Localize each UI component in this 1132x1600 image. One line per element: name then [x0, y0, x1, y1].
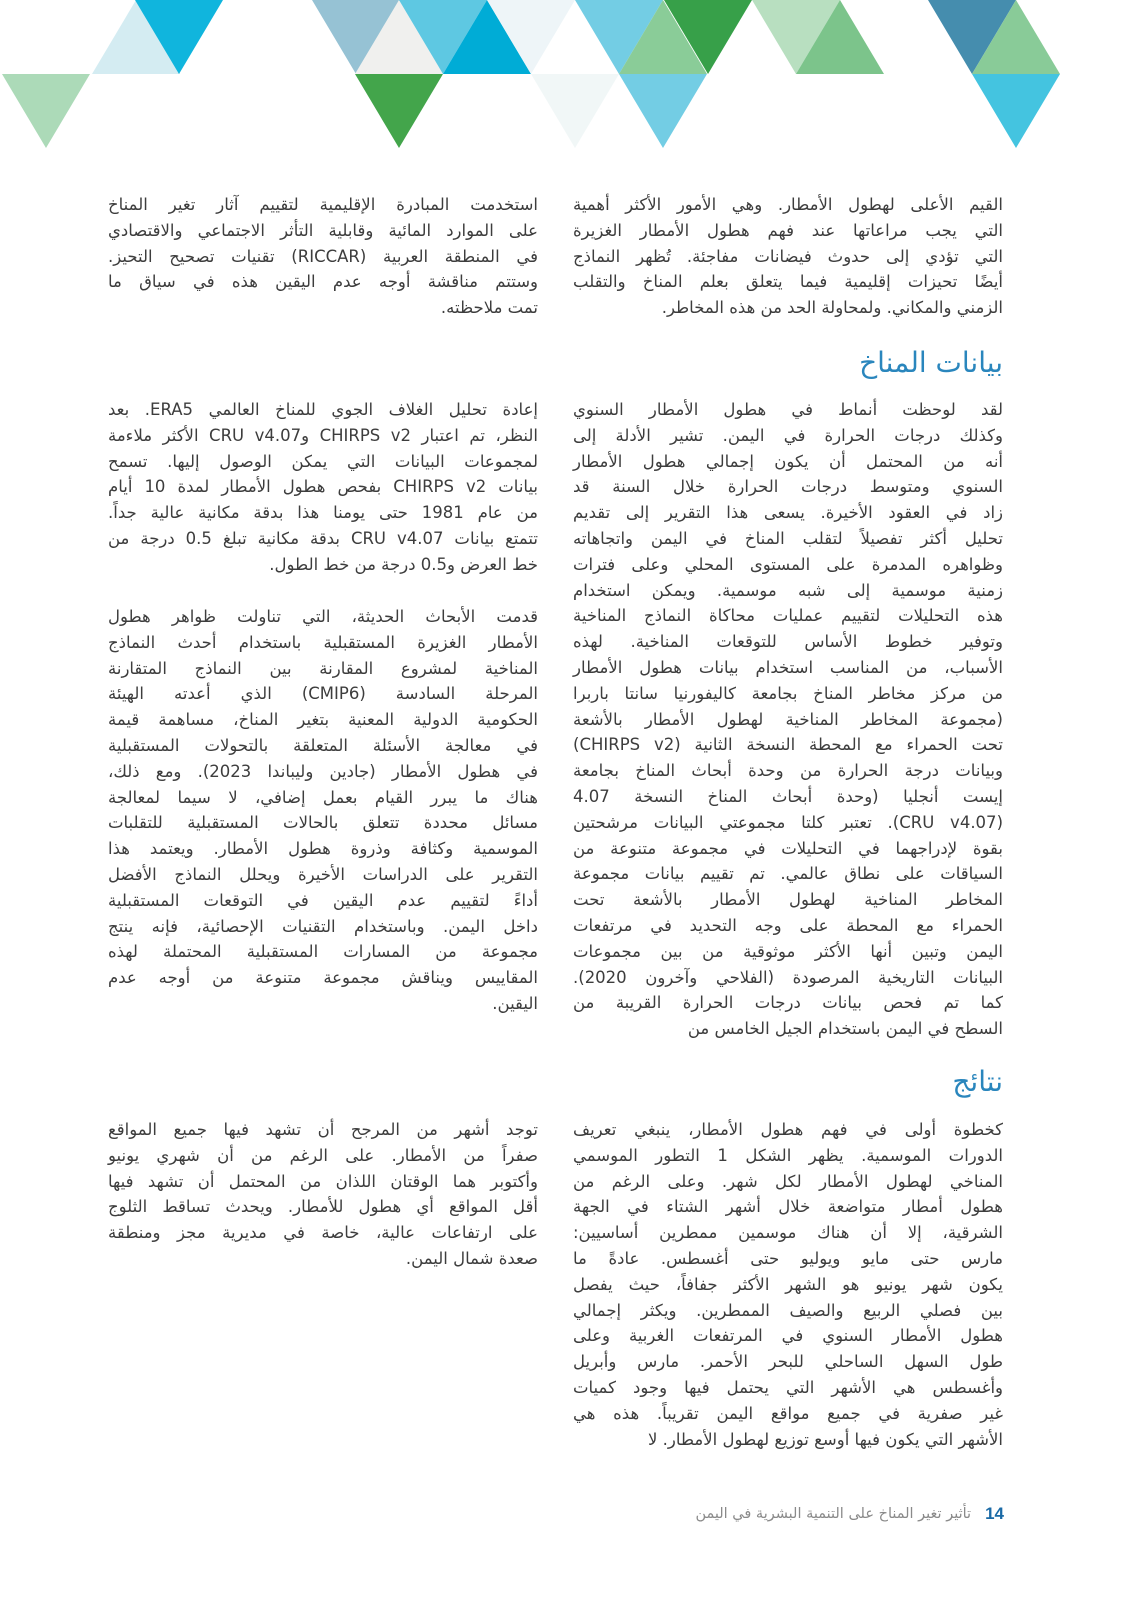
text-line: التقرير على الدراسات الأخيرة ويحلل النماذج الأفضل	[108, 864, 538, 884]
text-line: بقوة لإدراجهما في التحليلات في مجموعة متنوعة من	[573, 838, 1003, 858]
text-line: (مجموعة المخاطر المناخية لهطول الأمطار بالأشعة	[573, 709, 1003, 729]
text-line: التي تؤدي إلى حدوث فيضانات مفاجئة. تُظهر النماذج	[573, 246, 1003, 266]
text-line: يكون شهر يونيو هو الشهر الأكثر جفافاً، حيث يفصل	[573, 1274, 1003, 1294]
text-line: هطول الأمطار السنوي في المرتفعات الغربية وعلى	[573, 1326, 1003, 1346]
text-line: وكذلك درجات الحرارة في اليمن. تشير الأدلة إلى	[573, 425, 1003, 445]
text-line: السياقات على نطاق عالمي. تم تقييم بيانات مجموعة	[573, 864, 1003, 884]
zero-rain-paragraph	[108, 1117, 538, 1272]
cmip6-paragraph	[108, 604, 538, 1017]
text-line: المخاطر المناخية لهطول الأمطار بالأشعة تحت	[573, 890, 1003, 910]
text-line: إيست أنجليا (وحدة أبحاث المناخ النسخة 4.07	[573, 786, 1003, 806]
text-line: أقل المواقع أي هطول للأمطار. ويحدث تساقط الثلوج	[108, 1197, 538, 1217]
riccar-paragraph	[108, 192, 538, 321]
text-line: وأكتوبر هما الوقتان اللذان من المحتمل أن تشهد فيها	[108, 1171, 538, 1191]
text-line: اليمن وتبين أنها الأكثر موثوقية من بين مجموعات	[573, 941, 1003, 961]
page-number: 14	[985, 1504, 1004, 1523]
text-line: زمنية موسمية إلى شبه موسمية. ويمكن استخدام	[573, 580, 1003, 600]
text-line: لقد لوحظت أنماط في هطول الأمطار السنوي	[573, 400, 1003, 419]
text-line: البيانات التاريخية المرصودة (الفلاحي وآخرون 2020).	[573, 967, 1003, 987]
text-line: كخطوة أولى في فهم هطول الأمطار، ينبغي تعريف	[573, 1120, 1003, 1139]
text-line: لمجموعات البيانات التي يمكن الوصول إليها. تسمح	[108, 451, 538, 471]
text-line: تحليل أكثر تفصيلاً لتقلب المناخ في اليمن واتجاهاته	[573, 528, 1003, 548]
text-line: في المنطقة العربية (RICCAR) تقنيات تصحيح التحيز.	[108, 246, 538, 266]
text-line: مجموعة من المسارات المستقبلية المحتملة لهذه	[108, 942, 538, 962]
footer-title: تأثير تغير المناخ على التنمية البشرية في اليمن	[695, 1506, 972, 1522]
text-line: وستتم مناقشة أوجه عدم اليقين هذه في سياق ما	[108, 272, 538, 292]
text-line: الأشهر التي يكون فيها أوسع توزيع لهطول الأمطار. لا	[648, 1429, 1003, 1449]
text-line: القيم الأعلى لهطول الأمطار. وهي الأمور الأكثر أهمية	[573, 195, 1003, 214]
text-line: المناخي لهطول الأمطار لكل شهر. وعلى الرغم من	[573, 1171, 1003, 1191]
text-line: توجد أشهر من المرجح أن تشهد فيها جميع المواقع	[108, 1120, 538, 1139]
climate-data-paragraph	[573, 397, 1003, 1042]
text-line: الأسباب، من المناسب استخدام بيانات هطول الأمطار	[573, 657, 1003, 677]
section-heading-climate-data: بيانات المناخ	[859, 346, 1003, 379]
text-line: أيضًا تحيزات إقليمية فيما يتعلق بعلم المناخ والتقلب	[573, 272, 1003, 292]
page-footer	[695, 1504, 1004, 1524]
text-line: اليقين.	[492, 993, 538, 1013]
text-line: زاد في العقود الأخيرة. يسعى هذا التقرير إلى تقديم	[573, 503, 1003, 523]
text-line: المناخية لمشروع المقارنة بين النماذج المتقارنة	[108, 658, 538, 678]
text-line: الحكومية الدولية المعنية بتغير المناخ، مساهمة قيمة	[108, 710, 538, 730]
text-line: الموسمية وكثافة وذروة هطول الأمطار. ويعتمد هذا	[108, 839, 538, 859]
text-line: مسائل محددة تتعلق بالحالات المستقبلية للتقلبات	[108, 813, 538, 833]
text-line: طول السهل الساحلي للبحر الأحمر. مارس وأبريل	[573, 1352, 1003, 1372]
text-line: السنوي ومتوسط درجات الحرارة خلال السنة قد	[573, 477, 1003, 497]
text-line: هذه التحليلات لتقييم عمليات محاكاة النماذج المناخية	[573, 606, 1003, 626]
text-line: غير صفرية في جميع مواقع اليمن تقريباً. هذه هي	[573, 1403, 1003, 1423]
triangle-shape-icon	[2, 74, 90, 148]
text-line: هطول أمطار متواضعة خلال أشهر الشتاء في الجهة	[573, 1197, 1003, 1217]
text-line: وأغسطس هي الأشهر التي يحتمل فيها وجود كميات	[573, 1377, 1003, 1397]
text-line: في هطول الأمطار (جادين وليباندا 2023). ومع ذلك،	[108, 761, 538, 781]
text-line: بين فصلي الربيع والصيف الممطرين. ويكثر إجمالي	[573, 1300, 1003, 1320]
text-line: تتمتع بيانات CRU v4.07 بدقة مكانية تبلغ 0.5 درجة من	[108, 528, 538, 548]
text-line: الدورات الموسمية. يظهر الشكل 1 التطور الموسمي	[573, 1145, 1003, 1165]
text-line: من مركز مخاطر المناخ بجامعة كاليفورنيا سانتا باربرا	[573, 683, 1003, 703]
text-line: كما تم فحص بيانات درجات الحرارة القريبة من	[573, 993, 1003, 1013]
text-line: الزمني والمكاني. ولمحاولة الحد من هذه المخاطر.	[661, 298, 1003, 318]
text-line: وبيانات درجة الحرارة من وحدة أبحاث المناخ بجامعة	[573, 761, 1003, 781]
text-line: وظواهره المدمرة على المستوى المحلي وعلى فترات	[573, 554, 1003, 574]
text-line: التي يجب مراعاتها عند فهم هطول الأمطار الغزيرة	[573, 220, 1003, 240]
text-line: المقاييس ويناقش مجموعة متنوعة من أوجه عدم	[108, 968, 538, 988]
text-line: مارس حتى مايو ويوليو حتى أغسطس. عادةً ما	[573, 1248, 1003, 1268]
text-line: خط العرض و0.5 درجة من خط الطول.	[269, 554, 538, 574]
text-line: أداءً لتقييم عدم اليقين في التوقعات المستقبلية	[108, 890, 538, 910]
text-line: من عام 1981 حتى يومنا هذا بدقة مكانية عالية جداً.	[108, 503, 538, 523]
text-line: بيانات CHIRPS v2 بفحص هطول الأمطار لمدة 10 أيام	[108, 477, 539, 497]
right-column	[573, 0, 1003, 1500]
text-line: السطح في اليمن باستخدام الجيل الخامس من	[687, 1019, 1003, 1039]
text-line: في معالجة الأسئلة المتعلقة بالتحولات المستقبلية	[108, 735, 538, 755]
text-line: الشرقية، إلا أن هناك موسمين ممطرين أساسيين:	[573, 1223, 1003, 1243]
text-line: تحت الحمراء مع المحطة النسخة الثانية (CHIRPS v2)	[573, 735, 1003, 755]
intro-paragraph	[573, 192, 1003, 321]
text-line: المرحلة السادسة (CMIP6) الذي أعدته الهيئة	[108, 684, 538, 704]
era5-paragraph	[108, 397, 538, 578]
text-line: استخدمت المبادرة الإقليمية لتقييم آثار تغير المناخ	[108, 195, 538, 214]
left-column	[108, 0, 538, 1500]
text-line: النظر، تم اعتبار CHIRPS v2 وCRU v4.07 الأكثر ملاءمة	[108, 425, 538, 445]
section-heading-results: نتائج	[952, 1065, 1003, 1098]
text-line: أنه من المحتمل أن يكون إجمالي هطول الأمطار	[573, 451, 1003, 471]
text-line: الأمطار الغزيرة المستقبلية باستخدام أحدث النماذج	[108, 632, 538, 652]
text-line: على ارتفاعات عالية، خاصة في مديرية مجز ومنطقة	[108, 1223, 538, 1243]
text-line: هناك ما يبرر القيام بعمل إضافي، لا سيما لمعالجة	[108, 787, 538, 807]
text-line: وتوفير خطوط الأساس للتوقعات المناخية. لهذه	[573, 632, 1003, 652]
text-line: داخل اليمن. وباستخدام التقنيات الإحصائية، فإنه ينتج	[108, 916, 538, 936]
text-line: تمت ملاحظته.	[440, 298, 538, 318]
results-paragraph	[573, 1117, 1003, 1452]
text-line: قدمت الأبحاث الحديثة، التي تناولت ظواهر هطول	[108, 607, 538, 626]
text-line: صعدة شمال اليمن.	[405, 1248, 538, 1268]
text-line: صفراً من الأمطار. على الرغم من أن شهري يونيو	[108, 1145, 538, 1165]
text-line: إعادة تحليل الغلاف الجوي للمناخ العالمي ERA5. بعد	[108, 400, 538, 419]
text-line: الحمراء مع المحطة على وجه التحديد في مرتفعات	[573, 915, 1003, 935]
text-line: (CRU v4.07). تعتبر كلتا مجموعتي البيانات مرشحتين	[573, 812, 1003, 832]
text-line: على الموارد المائية وقابلية التأثر الاجتماعي والاقتصادي	[108, 220, 538, 240]
